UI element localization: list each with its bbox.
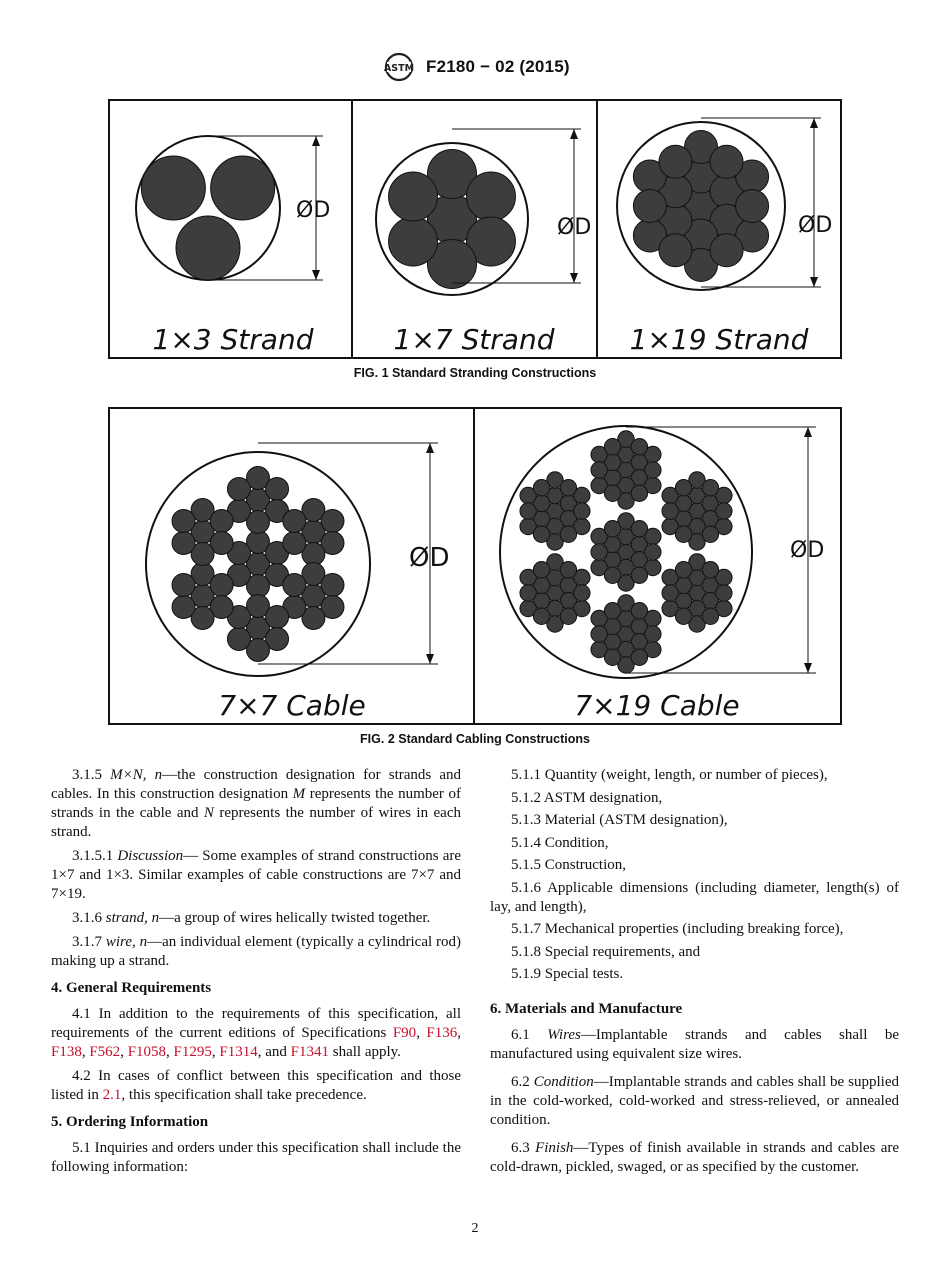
wire-cross-section bbox=[631, 521, 647, 537]
wire-cross-section bbox=[574, 585, 590, 601]
cable-label-7x19: 7×19 Cable bbox=[574, 689, 740, 722]
wire-cross-section bbox=[645, 462, 661, 478]
wire-cross-section bbox=[645, 626, 661, 642]
wire-cross-section bbox=[210, 510, 233, 533]
wire-cross-section bbox=[675, 562, 691, 578]
wire-cross-section bbox=[604, 521, 620, 537]
wire-cross-section bbox=[172, 532, 195, 555]
wire-cross-section bbox=[604, 603, 620, 619]
wire-cross-section bbox=[702, 526, 718, 542]
wire-cross-section bbox=[591, 626, 607, 642]
document-designation: F2180 − 02 (2015) bbox=[426, 57, 570, 76]
diameter-label: ØD bbox=[296, 198, 331, 223]
wire-cross-section bbox=[533, 526, 549, 542]
section-link-2-1[interactable]: 2.1 bbox=[102, 1087, 122, 1103]
list-item: 5.1.3 Material (ASTM designation), bbox=[511, 812, 728, 828]
wire-cross-section bbox=[591, 544, 607, 560]
strand-label-1x19: 1×19 Strand bbox=[629, 323, 809, 356]
wire-cross-section bbox=[266, 606, 289, 629]
wire-cross-section bbox=[604, 567, 620, 583]
diameter-label: ØD bbox=[790, 538, 825, 563]
wire-cross-section bbox=[172, 596, 195, 619]
para-4-2: 4.2 In cases of conflict between this specification and those listed in 2.1, this specification shall take precedence. bbox=[51, 1068, 461, 1103]
logo-text: ASTM bbox=[383, 63, 415, 74]
spec-link-f562[interactable]: F562 bbox=[89, 1044, 121, 1060]
wire-cross-section bbox=[520, 585, 536, 601]
page-header bbox=[0, 52, 950, 88]
wire-cross-section bbox=[675, 608, 691, 624]
wire-cross-section bbox=[211, 156, 275, 220]
wire-cross-section bbox=[210, 574, 233, 597]
cable-label-7x7: 7×7 Cable bbox=[218, 689, 366, 722]
wire-cross-section bbox=[702, 608, 718, 624]
list-item: 5.1.2 ASTM designation, bbox=[511, 789, 663, 806]
figure-2-cabling bbox=[108, 407, 842, 725]
diameter-label: ØD bbox=[798, 213, 833, 238]
wire-cross-section bbox=[533, 562, 549, 578]
wire-cross-section bbox=[560, 526, 576, 542]
spec-link-f138[interactable]: F138 bbox=[51, 1044, 82, 1060]
wire-cross-section bbox=[283, 532, 306, 555]
wire-cross-section bbox=[172, 510, 195, 533]
para-6-3: 6.3 Finish—Types of finish available in strands and cables are cold-drawn, pickled, swaged, or as specified by the customer. bbox=[490, 1140, 900, 1175]
wire-cross-section bbox=[466, 172, 515, 221]
spec-link-f1295[interactable]: F1295 bbox=[173, 1044, 212, 1060]
wire-cross-section bbox=[604, 439, 620, 455]
wire-cross-section bbox=[604, 485, 620, 501]
wire-cross-section bbox=[645, 544, 661, 560]
page-number: 2 bbox=[471, 1221, 479, 1236]
wire-cross-section bbox=[533, 480, 549, 496]
strand-1x7-diagram bbox=[376, 129, 591, 356]
right-column bbox=[490, 766, 899, 1182]
para-3-1-7: 3.1.7 wire, n—an individual element (typically a cylindrical rod) making up a strand. bbox=[51, 934, 462, 969]
cable-7x7-diagram bbox=[146, 443, 450, 722]
para-3-1-5: 3.1.5 M×N, n—the construction designation for strands and cables. In this construction designation M represents the number of strands in the cable and N represents the number of wires in each strand. bbox=[51, 767, 462, 840]
cable-7x19-diagram bbox=[500, 426, 824, 722]
wire-cross-section bbox=[172, 574, 195, 597]
diameter-label: ØD bbox=[557, 215, 592, 240]
para-6-2: 6.2 Condition—Implantable strands and cables shall be supplied in the cold-worked, cold-worked and stress-relieved, or annealed condition. bbox=[490, 1074, 899, 1128]
list-item: 5.1.4 Condition, bbox=[511, 834, 609, 851]
wire-cross-section bbox=[702, 562, 718, 578]
wire-cross-section bbox=[176, 216, 240, 280]
para-6-1: 6.1 Wires—Implantable strands and cables shall be manufactured using equivalent size wires. bbox=[490, 1027, 899, 1062]
wire-cross-section bbox=[321, 510, 344, 533]
wire-cross-section bbox=[389, 217, 438, 266]
wire-cross-section bbox=[266, 478, 289, 501]
left-column bbox=[51, 766, 461, 1182]
wire-cross-section bbox=[389, 172, 438, 221]
section-heading-6: 6. Materials and Manufacture bbox=[490, 1001, 683, 1017]
wire-cross-section bbox=[633, 190, 666, 223]
list-item: 5.1.7 Mechanical properties (including breaking force), bbox=[511, 921, 844, 937]
wire-cross-section bbox=[141, 156, 205, 220]
wire-cross-section bbox=[710, 145, 743, 178]
list-item: 5.1.5 Construction, bbox=[511, 857, 626, 873]
strand-label-1x7: 1×7 Strand bbox=[393, 323, 555, 356]
wire-cross-section bbox=[675, 526, 691, 542]
para-4-1: 4.1 In addition to the requirements of this specification, all requirements of the current editions of Specifications F90, F136, F138, F562, F1058, F1295, F1314, and F1341 shall apply. bbox=[51, 1006, 461, 1060]
wire-cross-section bbox=[283, 574, 306, 597]
wire-cross-section bbox=[560, 608, 576, 624]
wire-cross-section bbox=[716, 585, 732, 601]
section-heading-5: 5. Ordering Information bbox=[51, 1114, 209, 1130]
figure-1-caption: FIG. 1 Standard Stranding Constructions bbox=[353, 366, 597, 380]
wire-cross-section bbox=[591, 462, 607, 478]
wire-cross-section bbox=[662, 585, 678, 601]
list-item: 5.1.9 Special tests. bbox=[511, 966, 624, 982]
wire-cross-section bbox=[702, 480, 718, 496]
list-item: 5.1.6 Applicable dimensions (including diameter, length(s) of lay, and length), bbox=[490, 879, 899, 915]
wire-cross-section bbox=[533, 608, 549, 624]
wire-cross-section bbox=[659, 145, 692, 178]
wire-cross-section bbox=[710, 234, 743, 267]
list-item: 5.1.8 Special requirements, and bbox=[511, 943, 701, 960]
strand-1x3-diagram bbox=[136, 136, 330, 356]
list-item: 5.1.1 Quantity (weight, length, or number of pieces), bbox=[511, 767, 828, 783]
para-3-1-6: 3.1.6 strand, n—a group of wires helically twisted together. bbox=[72, 910, 431, 926]
wire-cross-section bbox=[520, 503, 536, 519]
wire-cross-section bbox=[227, 478, 250, 501]
wire-cross-section bbox=[560, 480, 576, 496]
wire-cross-section bbox=[227, 628, 250, 651]
diameter-label: ØD bbox=[409, 543, 450, 573]
wire-cross-section bbox=[716, 503, 732, 519]
wire-cross-section bbox=[659, 234, 692, 267]
para-3-1-5-1: 3.1.5.1 Discussion— Some examples of strand constructions are 1×7 and 1×3. Similar examples of cable constructions are 7×7 and 7×19. bbox=[51, 848, 462, 902]
spec-link-f1341[interactable]: F1341 bbox=[290, 1044, 329, 1060]
wire-cross-section bbox=[675, 480, 691, 496]
wire-cross-section bbox=[321, 574, 344, 597]
strand-label-1x3: 1×3 Strand bbox=[152, 323, 314, 356]
figure-1-stranding bbox=[108, 99, 842, 359]
wire-cross-section bbox=[631, 567, 647, 583]
wire-cross-section bbox=[283, 510, 306, 533]
wire-cross-section bbox=[560, 562, 576, 578]
para-5-1: 5.1 Inquiries and orders under this specification shall include the following information: bbox=[51, 1140, 461, 1175]
wire-cross-section bbox=[631, 649, 647, 665]
wire-cross-section bbox=[631, 439, 647, 455]
figure-2-caption: FIG. 2 Standard Cabling Constructions bbox=[360, 732, 590, 746]
wire-cross-section bbox=[736, 190, 769, 223]
wire-cross-section bbox=[662, 503, 678, 519]
astm-logo bbox=[381, 52, 417, 82]
section-heading-4: 4. General Requirements bbox=[51, 980, 212, 996]
wire-cross-section bbox=[631, 485, 647, 501]
spec-link-f1314[interactable]: F1314 bbox=[219, 1044, 258, 1060]
strand-1x19-diagram bbox=[617, 118, 832, 356]
spec-link-f1058[interactable]: F1058 bbox=[127, 1044, 167, 1060]
spec-link-f136[interactable]: F136 bbox=[426, 1025, 458, 1041]
wire-cross-section bbox=[631, 603, 647, 619]
spec-link-f90[interactable]: F90 bbox=[392, 1025, 417, 1041]
wire-cross-section bbox=[574, 503, 590, 519]
wire-cross-section bbox=[604, 649, 620, 665]
